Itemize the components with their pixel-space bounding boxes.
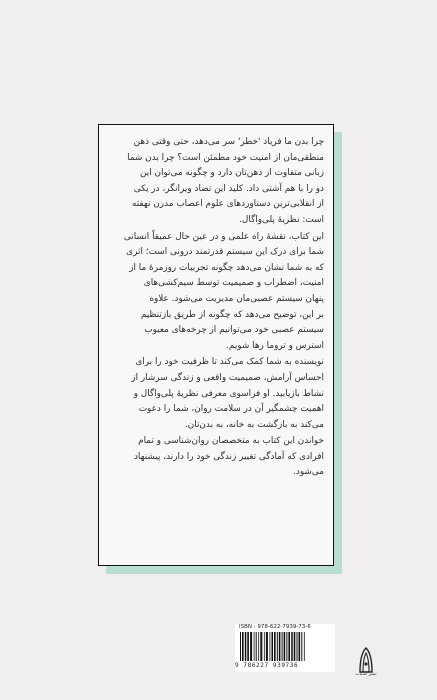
blurb-text-panel xyxy=(98,124,334,566)
barcode-bar xyxy=(288,632,290,661)
barcode-bar xyxy=(299,632,301,661)
barcode-bar xyxy=(304,632,305,661)
barcode-bar xyxy=(272,632,274,661)
blurb-paragraph-4: خواندن این کتاب به متخصصان روان‌شناسی و تمام افرادی که آمادگی تغییر زندگی خود را دارند، پیشنهاد می‌شود. xyxy=(133,436,324,478)
barcode-bar xyxy=(258,632,259,661)
barcode-bar xyxy=(277,632,278,661)
barcode-bar xyxy=(274,632,276,661)
publisher-logo-icon xyxy=(354,646,378,674)
barcode-bar xyxy=(282,632,283,661)
barcode-bar xyxy=(284,632,286,661)
barcode-bar xyxy=(286,632,287,661)
barcode-bars xyxy=(239,632,331,661)
barcode-bar xyxy=(250,632,252,661)
barcode-bar xyxy=(266,632,268,661)
barcode-bar xyxy=(240,632,241,661)
barcode-bar xyxy=(254,632,255,661)
barcode-bar xyxy=(245,632,247,661)
barcode-digits: 9 786227 939736 xyxy=(235,662,299,669)
barcode-bar xyxy=(297,632,298,661)
barcode-bar xyxy=(294,632,296,661)
barcode-bar xyxy=(291,632,293,661)
barcode-bar xyxy=(264,632,265,661)
blurb-paragraph-2: این کتاب، نقشهٔ راه علمی و در عین حال عمیقاً انسانی شما برای درک این سیستم قدرتمند درونی است؛ اثری که به شما نشان می‌دهد چگونه تجربیات روزمرهٔ ما از امنیت، اضطراب و صمیمیت توسط سیم‌کشی‌های پنهان سیستم عصبی‌مان مدیریت می‌شود. علاوه بر این، توضیح می‌دهد که چگونه از طریق بازتنظیم سیستم عصبی خود می‌توانیم از چرخه‌های معیوب استرس و تروما رها شویم. xyxy=(123,231,324,351)
barcode-bar xyxy=(260,632,262,661)
blurb-paragraph-1: چرا بدن ما فریاد 'خطر' سر می‌دهد، حتی وقتی ذهن منطقی‌مان از امنیت خود مطمئن است؟ چرا بدن شما زبانی متفاوت از ذهن‌تان دارد و چگونه می‌توان این دو را با هم آشتی داد. کلید این تضاد ویرانگر، در یکی از انقلابی‌ترین دستاوردهای علوم اعصاب مدرن نهفته است: نظریهٔ پلی‌واگال. xyxy=(127,137,324,225)
blurb-paragraph-3: نویسنده به شما کمک می‌کند تا ظرفیت خود را برای احساس آرامش، صمیمیت واقعی و زندگی سرشار از نشاط بازیابید. او فراسوی معرفی نظریهٔ پلی‌واگال و اهمیت چشمگیر آن در سلامت روان، شما را دعوت می‌کند به بازگشت به خانه، به بدن‌تان. xyxy=(131,357,324,430)
isbn-barcode xyxy=(235,624,335,672)
isbn-label: ISBN : 978-622-7939-73-6 xyxy=(239,624,311,630)
barcode-bar xyxy=(279,632,281,661)
barcode-bar xyxy=(242,632,244,661)
publisher-name: نشر اسباب xyxy=(355,672,377,677)
barcode-bar xyxy=(247,632,249,661)
barcode-bar xyxy=(301,632,302,661)
barcode-bar xyxy=(270,632,271,661)
barcode-bar xyxy=(256,632,257,661)
